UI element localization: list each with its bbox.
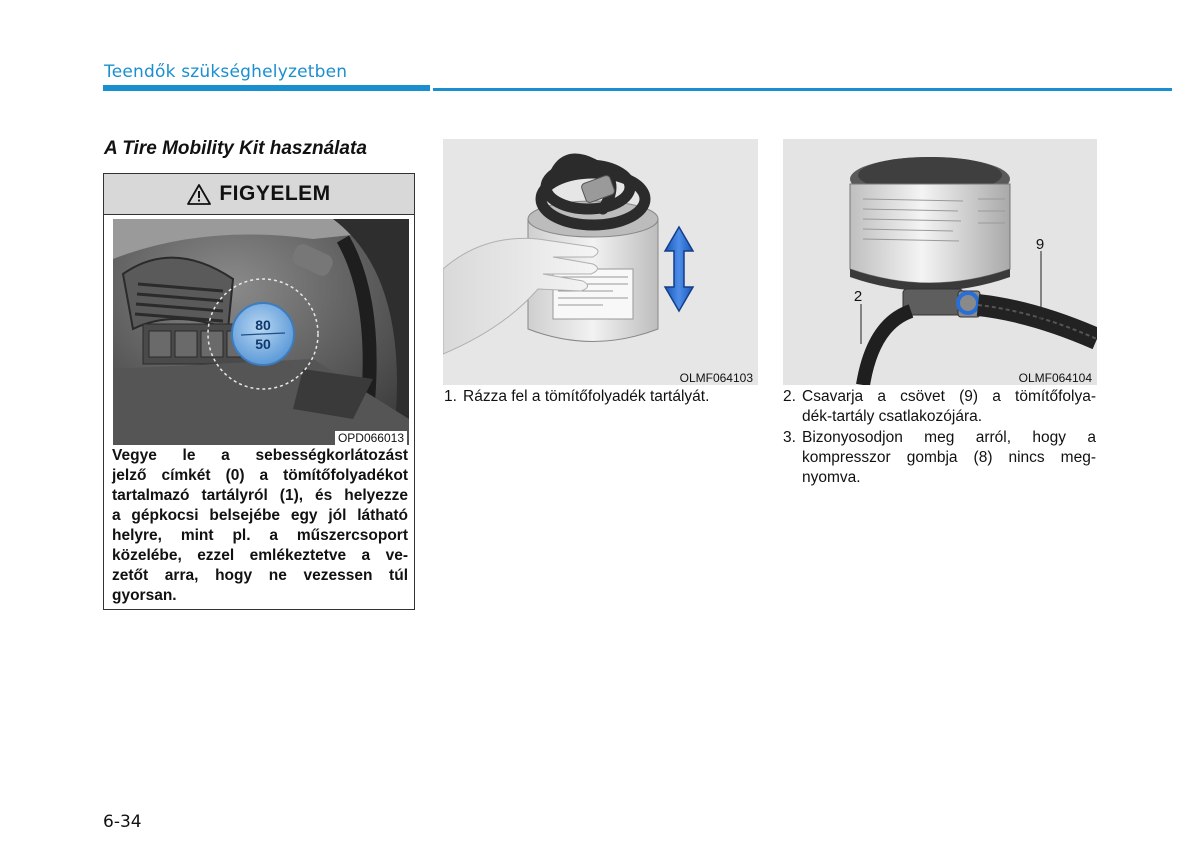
- warning-line: jelző címkét (0) a tömítőfolyadékot: [112, 467, 408, 484]
- figure-shake-canister: [443, 139, 758, 385]
- step-line: Csavarja a csövet (9) a tömítőfolya-: [802, 388, 1096, 405]
- warning-text: [112, 446, 408, 606]
- step-text: [802, 387, 1096, 427]
- step-line: dék-tartály csatlakozójára.: [802, 408, 983, 425]
- warning-triangle-icon: [187, 183, 211, 205]
- warning-header: [104, 174, 414, 215]
- dashboard-photo: [113, 219, 409, 445]
- warning-line: Vegye le a sebességkorlátozást: [112, 447, 408, 464]
- warning-line: közelébe, ezzel emlékeztetve a ve-: [112, 547, 408, 564]
- speed-label-bottom: 50: [255, 336, 271, 352]
- speed-label-top: 80: [255, 317, 271, 333]
- page-number: 6-34: [103, 812, 142, 832]
- warning-line: helyre, mint pl. a műszercsoport: [112, 527, 408, 544]
- figure-code: OLMF064103: [679, 371, 753, 385]
- step-number: 3.: [783, 429, 796, 446]
- warning-line: gyorsan.: [112, 587, 177, 604]
- header-title: Teendők szükséghelyzetben: [104, 62, 348, 82]
- step-line: Bizonyosodjon meg arról, hogy a: [802, 429, 1096, 446]
- header-rule-thin: [433, 88, 1172, 91]
- warning-line: tartalmazó tartályról (1), és helyezze: [112, 487, 408, 504]
- section-title: A Tire Mobility Kit használata: [104, 138, 367, 159]
- step-number: 2.: [783, 388, 796, 405]
- step-line: nyomva.: [802, 469, 861, 486]
- step-text: [802, 428, 1096, 488]
- header-rule-thick: [103, 85, 430, 91]
- warning-line: zetőt arra, hogy ne vezessen túl: [112, 567, 408, 584]
- warning-box: [103, 173, 415, 610]
- figure-code: OLMF064104: [1018, 371, 1092, 385]
- callout-2: 2: [853, 288, 863, 305]
- step-line: Rázza fel a tömítőfolyadék tartályát.: [463, 388, 710, 405]
- callout-9: 9: [1035, 236, 1045, 253]
- step-number: 1.: [444, 388, 457, 405]
- step-line: kompresszor gombja (8) nincs meg-: [802, 449, 1096, 466]
- step-text: [463, 387, 757, 407]
- figure-code: OPD066013: [335, 431, 407, 445]
- figure-connect-hose: [783, 139, 1097, 385]
- warning-line: a gépkocsi belsejébe egy jól látható: [112, 507, 408, 524]
- warning-label: FIGYELEM: [219, 182, 331, 205]
